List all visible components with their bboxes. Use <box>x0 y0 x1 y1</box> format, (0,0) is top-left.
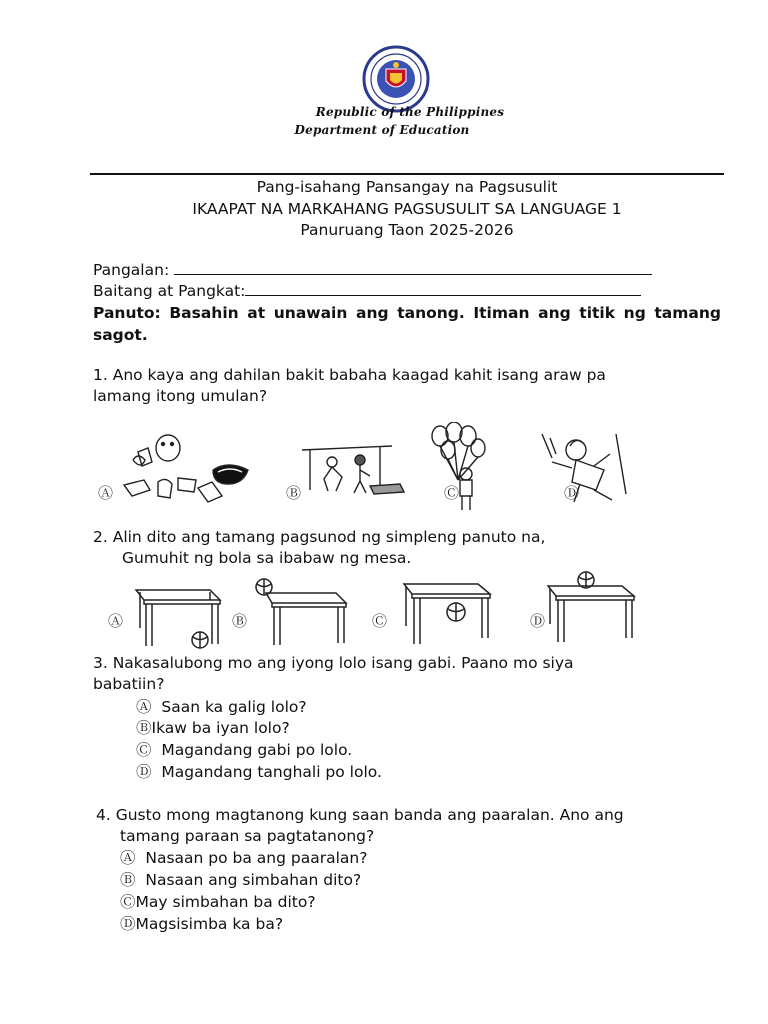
question-4-line1: 4. Gusto mong magtanong kung saan banda ang paaralan. Ano ang <box>96 806 624 824</box>
grade-label: Baitang at Pangkat: <box>93 282 246 300</box>
q2-image-a-table <box>130 580 225 659</box>
question-2-line2: Gumuhit ng bola sa ibabaw ng mesa. <box>122 549 412 567</box>
question-2-line1: 2. Alin dito ang tamang pagsunod ng simpleng panuto na, <box>93 528 546 546</box>
republic-text: Republic of the Philippines <box>315 105 505 119</box>
exam-title: IKAAPAT NA MARKAHANG PAGSUSULIT SA LANGUAGE 1 <box>192 200 622 218</box>
q4-option-a[interactable] <box>120 846 367 868</box>
q2-image-c-table <box>398 580 498 659</box>
q1-image-b-cleaning <box>300 440 410 504</box>
q4-option-c[interactable] <box>120 890 316 912</box>
grade-blank[interactable] <box>245 281 641 296</box>
q3-letter-b[interactable]: Ⓑ <box>136 719 152 737</box>
q4-text-a: Nasaan po ba ang paaralan? <box>145 849 368 867</box>
q1-choice-d[interactable]: Ⓓ <box>564 484 580 502</box>
q3-text-b: Ikaw ba iyan lolo? <box>151 719 290 737</box>
question-3-line2: babatiin? <box>93 675 165 693</box>
q2-image-d-table <box>542 568 642 652</box>
q1-image-d-fallen-boy <box>536 428 631 512</box>
q4-letter-a[interactable]: Ⓐ <box>120 849 136 867</box>
q1-choice-c[interactable]: Ⓒ <box>444 484 460 502</box>
q1-choice-b[interactable]: Ⓑ <box>286 484 302 502</box>
q3-text-a: Saan ka galig lolo? <box>161 698 307 716</box>
exam-subtitle: Pang-isahang Pansangay na Pagsusulit <box>256 178 558 196</box>
q1-choice-a[interactable]: Ⓐ <box>98 484 114 502</box>
q1-image-a-trash <box>118 430 258 509</box>
q2-choice-c[interactable]: Ⓒ <box>372 612 388 630</box>
q3-option-a[interactable] <box>136 695 307 717</box>
q3-text-c: Magandang gabi po lolo. <box>161 741 353 759</box>
department-text: Department of Education <box>294 123 470 137</box>
q2-choice-b[interactable]: Ⓑ <box>232 612 248 630</box>
q4-text-c: May simbahan ba dito? <box>135 893 316 911</box>
q3-text-d: Magandang tanghali po lolo. <box>161 763 382 781</box>
q2-choice-a[interactable]: Ⓐ <box>108 612 124 630</box>
deped-seal <box>362 45 430 113</box>
question-4-line2: tamang paraan sa pagtatanong? <box>120 827 375 845</box>
q4-option-b[interactable] <box>120 868 361 890</box>
q2-image-b-table <box>250 575 350 654</box>
name-blank[interactable] <box>174 260 652 275</box>
question-1-line2: lamang itong umulan? <box>93 387 268 405</box>
question-1-line1: 1. Ano kaya ang dahilan bakit babaha kaagad kahit isang araw pa <box>93 366 606 384</box>
q3-option-b[interactable] <box>136 716 290 738</box>
header-rule <box>90 173 724 175</box>
q4-text-d: Magsisimba ka ba? <box>135 915 284 933</box>
q3-option-d[interactable] <box>136 760 382 782</box>
q4-letter-c[interactable]: Ⓒ <box>120 893 136 911</box>
q3-letter-d[interactable]: Ⓓ <box>136 763 152 781</box>
q2-choice-d[interactable]: Ⓓ <box>530 612 546 630</box>
instructions: Panuto: Basahin at unawain ang tanong. Itiman ang titik ng tamang sagot. <box>93 304 721 344</box>
q4-letter-b[interactable]: Ⓑ <box>120 871 136 889</box>
q4-text-b: Nasaan ang simbahan dito? <box>145 871 362 889</box>
question-3-line1: 3. Nakasalubong mo ang iyong lolo isang gabi. Paano mo siya <box>93 654 574 672</box>
q3-option-c[interactable] <box>136 738 352 760</box>
name-label: Pangalan: <box>93 261 175 279</box>
grade-field <box>93 281 641 300</box>
q4-option-d[interactable] <box>120 912 283 934</box>
q4-letter-d[interactable]: Ⓓ <box>120 915 136 933</box>
q3-letter-a[interactable]: Ⓐ <box>136 698 152 716</box>
name-field <box>93 260 652 279</box>
school-year: Panuruang Taon 2025-2026 <box>300 221 514 239</box>
q1-image-c-balloons <box>428 422 488 521</box>
q3-letter-c[interactable]: Ⓒ <box>136 741 152 759</box>
